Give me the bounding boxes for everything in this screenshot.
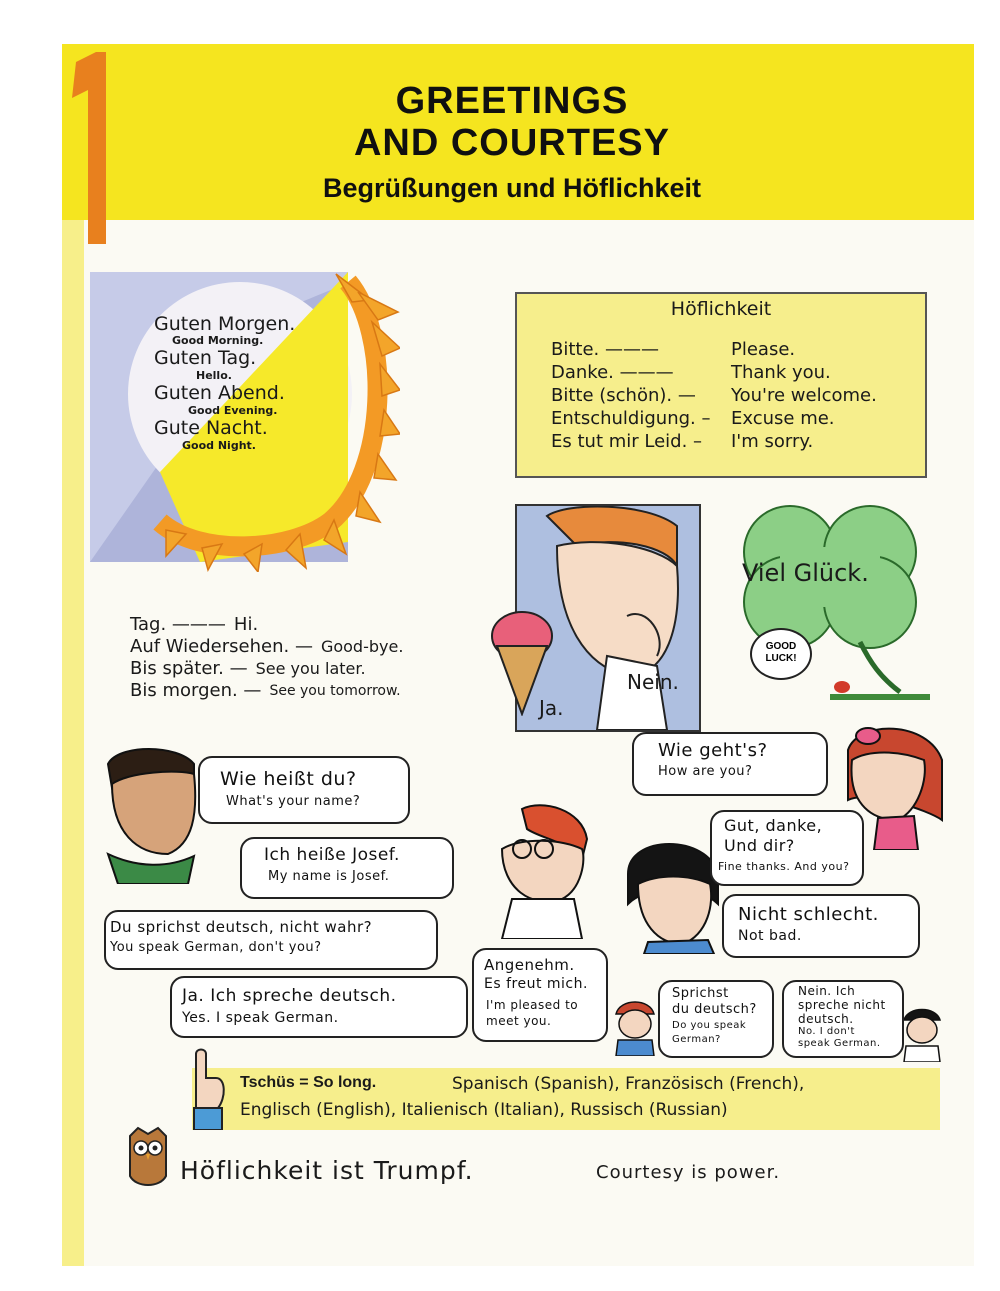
courtesy-box-title: Höflichkeit (670, 298, 772, 320)
courtesy-row-en: Excuse me. (731, 408, 835, 429)
bubble-en: You speak German, don't you? (110, 940, 322, 955)
greeting-day-en: Hello. (196, 369, 232, 382)
chapter-number-1 (66, 50, 108, 246)
bubble-en: Not bad. (738, 928, 802, 944)
greeting-night-en: Good Night. (182, 439, 256, 452)
courtesy-row-en: Thank you. (731, 362, 831, 383)
title-line-2: AND COURTESY (353, 122, 671, 164)
farewells-list (130, 614, 470, 702)
bubble-en-line1: No. I don't (798, 1026, 855, 1037)
tschuess-text: Tschüs = So long. (240, 1074, 377, 1091)
bubble-de-line3: deutsch. (798, 1012, 854, 1026)
bubble-en: What's your name? (226, 794, 361, 809)
courtesy-row (551, 338, 921, 361)
speech-bubble-my-name (240, 837, 454, 899)
speech-bubble-not-bad (722, 894, 920, 958)
bubble-de-line1: Angenehm. (484, 956, 575, 974)
farewell-row (130, 658, 470, 680)
farewell-row (130, 680, 470, 702)
subtitle: Begrüßungen und Höflichkeit (323, 173, 701, 203)
courtesy-box (515, 292, 927, 478)
bubble-de-line1: Gut, danke, (724, 816, 823, 835)
farewell-de: Auf Wiedersehen. — (130, 636, 313, 657)
sun-greetings-list (154, 314, 344, 452)
bubble-de: Wie geht's? (658, 740, 768, 761)
bubble-de: Ja. Ich spreche deutsch. (182, 986, 397, 1006)
good-luck-bubble (750, 628, 812, 680)
courtesy-row-de: Entschuldigung. – (551, 408, 711, 429)
speech-bubble-you-speak-german (104, 910, 438, 970)
farewell-en: See you later. (255, 659, 366, 678)
speech-bubble-fine-thanks (710, 810, 864, 886)
boy-glasses-illustration (482, 799, 592, 939)
courtesy-row-en: Please. (731, 339, 796, 360)
boy-dark-hair-illustration (98, 744, 208, 884)
courtesy-row (551, 407, 921, 430)
good-luck-line1: GOOD (765, 641, 797, 652)
courtesy-row (551, 361, 921, 384)
good-luck-line2: LUCK! (765, 653, 797, 664)
courtesy-row-de: Bitte. ——— (551, 339, 659, 360)
courtesy-row (551, 430, 921, 453)
yes-label: Ja. (539, 696, 564, 720)
bubble-de: Nicht schlecht. (738, 904, 879, 925)
speech-bubble-pleased-to-meet-you (472, 948, 608, 1042)
no-label: Nein. (627, 670, 679, 694)
languages-line2: Englisch (English), Italienisch (Italian), Russisch (Russian) (240, 1100, 728, 1120)
bubble-de-line2: Und dir? (724, 836, 795, 855)
greeting-morning-en: Good Morning. (172, 334, 264, 347)
farewell-en: See you tomorrow. (269, 683, 401, 699)
farewell-de: Bis morgen. — (130, 680, 262, 701)
farewell-de: Bis später. — (130, 658, 248, 679)
speech-bubble-i-dont-speak-german (782, 980, 904, 1058)
bubble-en-line2: German? (672, 1034, 721, 1045)
small-child-illustration (898, 1006, 946, 1062)
courtesy-row-de: Danke. ——— (551, 362, 674, 383)
bubble-en: Fine thanks. And you? (718, 860, 850, 873)
greeting-night: Gute Nacht. (154, 417, 268, 439)
farewell-de: Tag. ——— (130, 614, 226, 635)
bubble-de-line2: spreche nicht (798, 998, 886, 1012)
bubble-de-line2: du deutsch? (672, 1002, 757, 1017)
proverb-en: Courtesy is power. (596, 1162, 781, 1183)
courtesy-row-de: Es tut mir Leid. – (551, 431, 703, 452)
courtesy-row-en: You're welcome. (731, 385, 877, 406)
bubble-en: Yes. I speak German. (182, 1010, 339, 1026)
clover-text: Viel Glück. (742, 559, 869, 587)
title-line-1: GREETINGS (395, 80, 629, 122)
proverb-de: Höflichkeit ist Trumpf. (180, 1156, 474, 1185)
left-margin-strip (62, 220, 84, 1266)
bubble-en-line1: I'm pleased to (486, 998, 579, 1012)
speech-bubble-do-you-speak-german (658, 980, 774, 1058)
courtesy-row (551, 384, 921, 407)
farewell-row (130, 636, 470, 658)
bubble-de-line1: Nein. Ich (798, 984, 856, 998)
yes-no-panel (515, 504, 701, 732)
bubble-de: Du sprichst deutsch, nicht wahr? (110, 918, 373, 936)
bubble-en-line1: Do you speak (672, 1020, 747, 1031)
owl-icon (120, 1126, 176, 1190)
bubble-de-line1: Sprichst (672, 986, 729, 1001)
greeting-evening: Guten Abend. (154, 382, 285, 404)
book-page (62, 44, 974, 1266)
farewell-row (130, 614, 470, 636)
bubble-de: Wie heißt du? (220, 768, 357, 790)
bubble-de-line2: Es freut mich. (484, 976, 588, 992)
speech-bubble-i-speak-german (170, 976, 468, 1038)
courtesy-row-en: I'm sorry. (731, 431, 814, 452)
waving-hand-icon (182, 1048, 232, 1130)
bubble-en-line2: speak German. (798, 1038, 881, 1049)
bubble-de: Ich heiße Josef. (264, 845, 400, 865)
farewell-en: Hi. (233, 614, 259, 635)
courtesy-rows (551, 338, 921, 453)
speech-bubble-whats-your-name (198, 756, 410, 824)
greeting-morning: Guten Morgen. (154, 313, 296, 335)
bubble-en: My name is Josef. (268, 869, 390, 884)
languages-line1: Spanisch (Spanish), Französisch (French), (452, 1074, 805, 1094)
farewell-en: Good-bye. (320, 637, 404, 656)
courtesy-row-de: Bitte (schön). — (551, 385, 696, 406)
small-boy-illustration (610, 998, 660, 1056)
greeting-evening-en: Good Evening. (188, 404, 278, 417)
bubble-en-line2: meet you. (486, 1014, 552, 1028)
bubble-en: How are you? (658, 764, 753, 779)
greeting-day: Guten Tag. (154, 347, 257, 369)
speech-bubble-how-are-you (632, 732, 828, 796)
languages-strip (192, 1068, 940, 1130)
